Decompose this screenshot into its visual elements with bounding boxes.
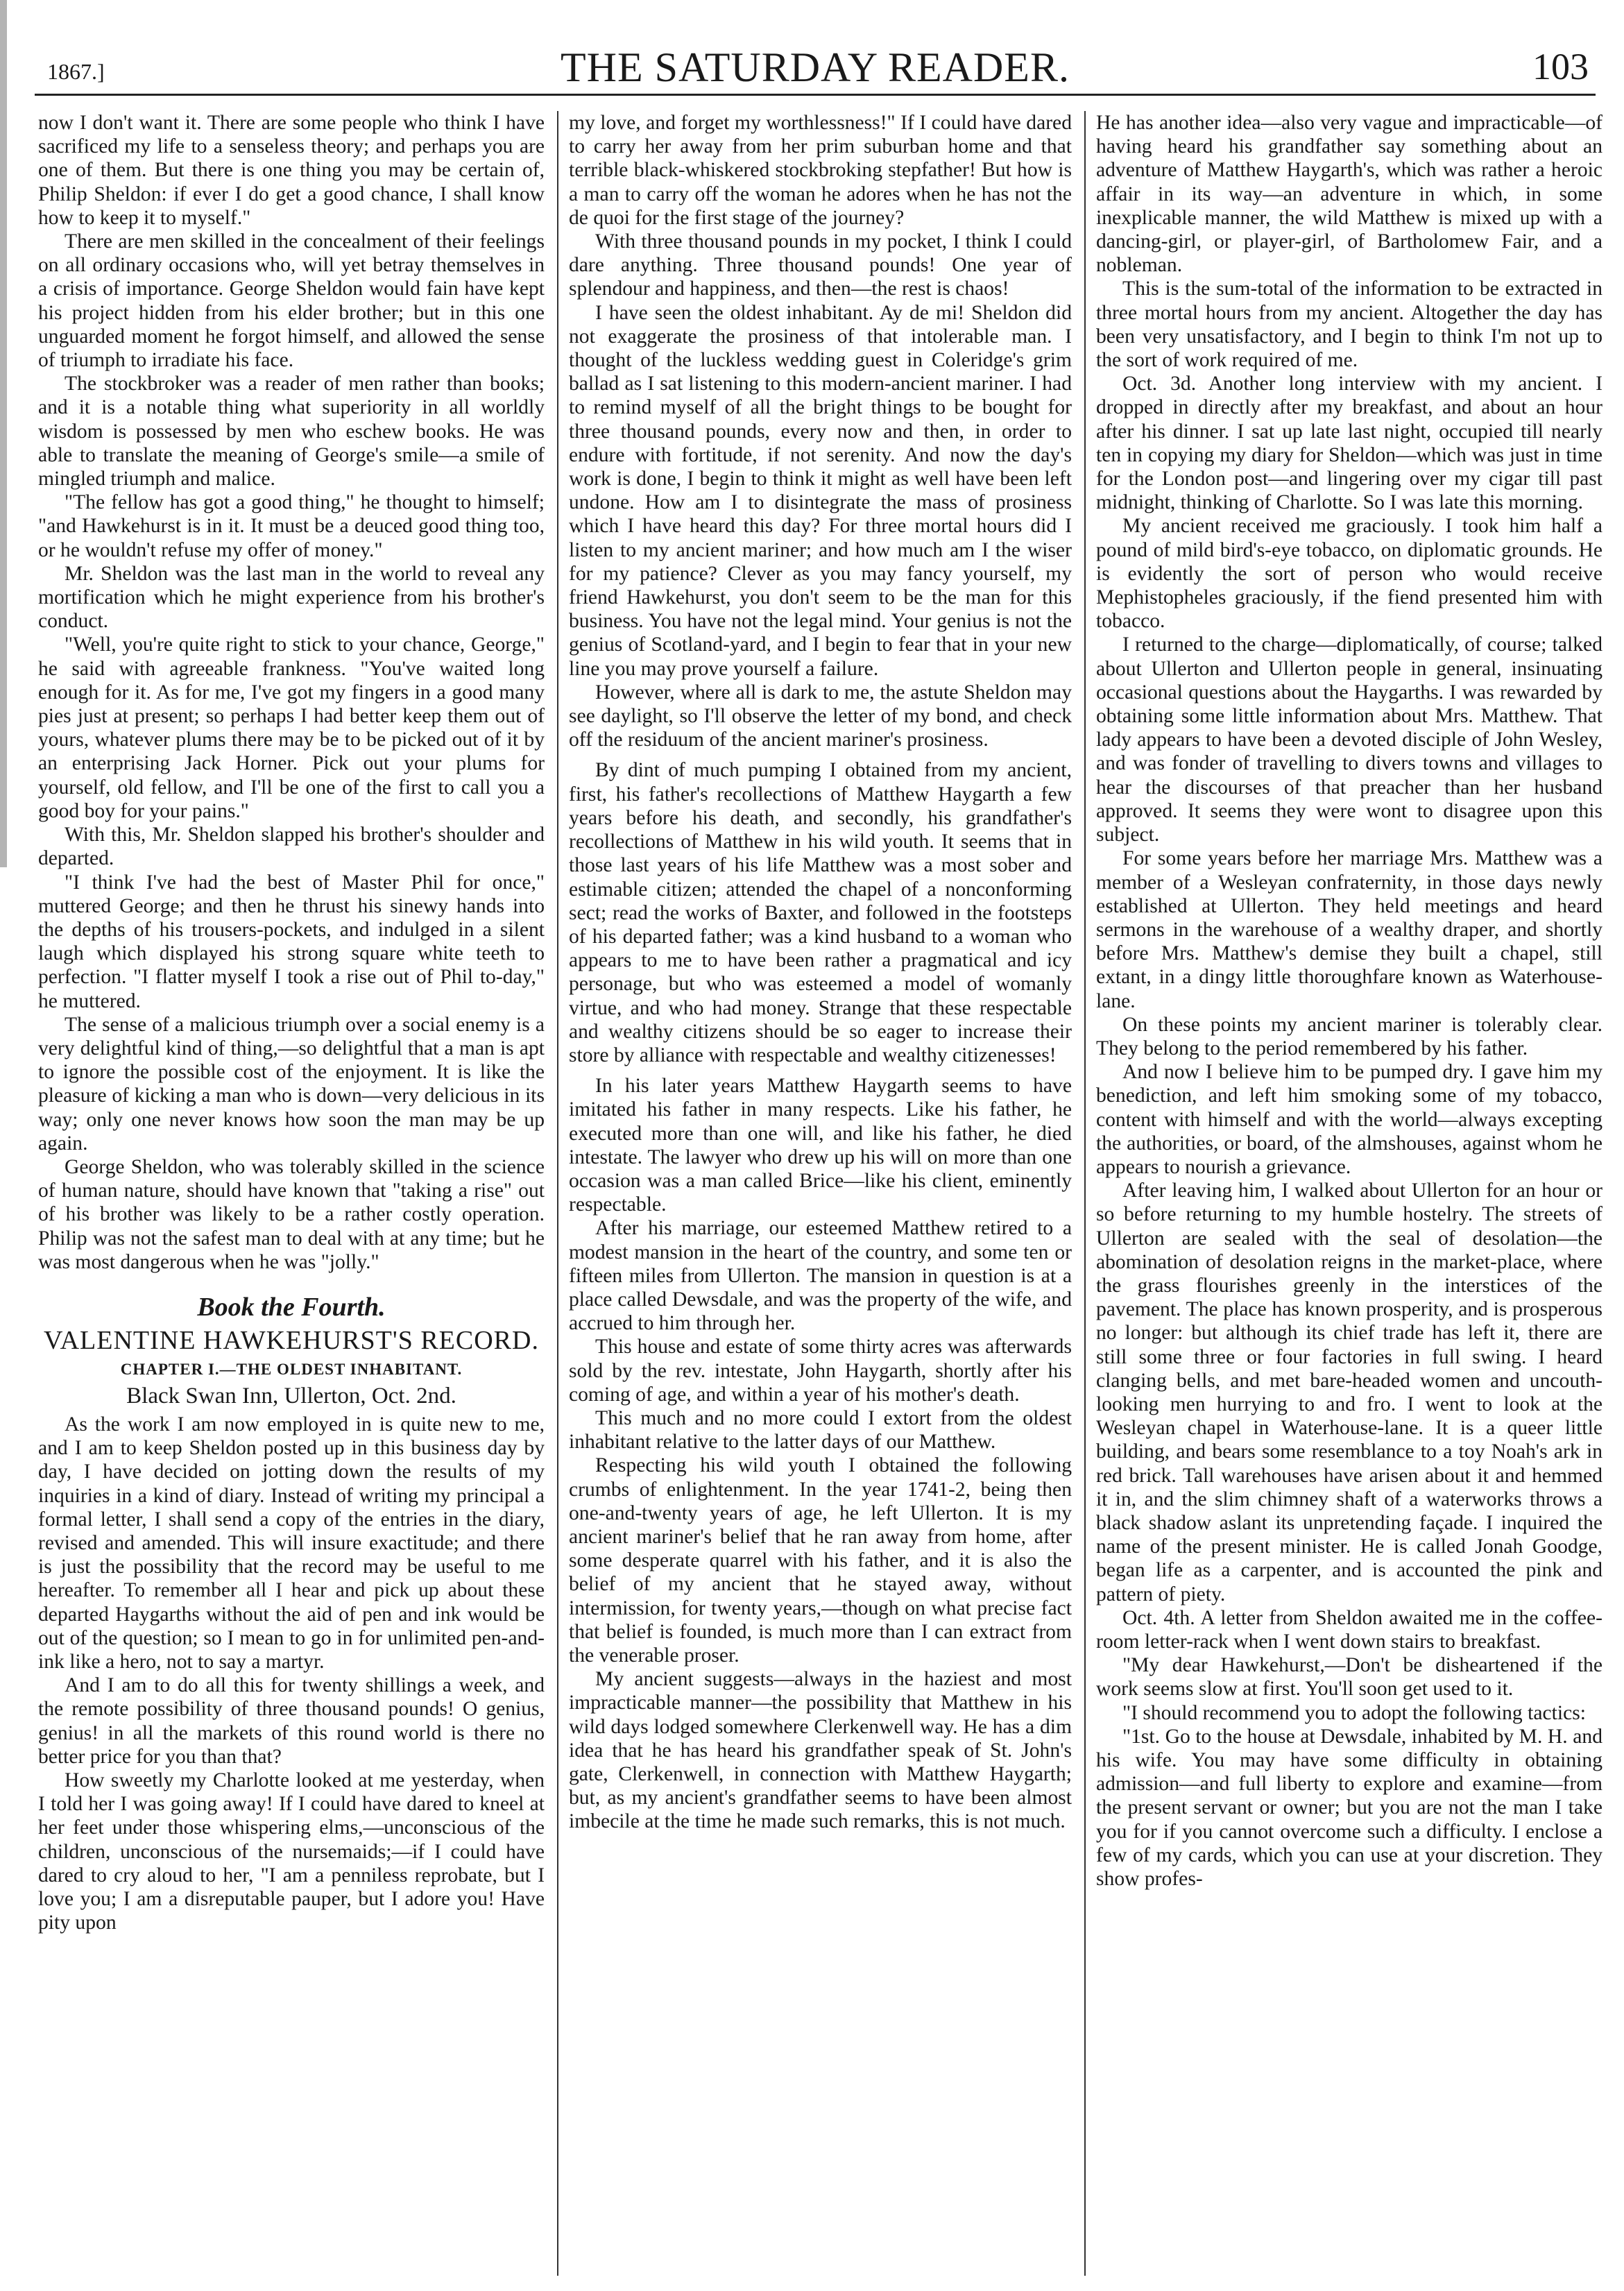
paragraph: How sweetly my Charlotte looked at me yesterday, when I told her I was going away! If I could have dared to kneel at her feet under those whispering elms,—unconscious of the children, unconscious of the nursemaids;—if I could have dared to cry aloud to her, "I am a penniless reprobate, but I love you; I am a disreputable pauper, but I adore you! Have pity upon xyxy=(38,1769,545,1934)
paragraph: My ancient received me graciously. I took him half a pound of mild bird's-eye tobacco, on diplomatic grounds. He is evidently the sort of person who would receive Mephistopheles graciously, if the fiend presented him with tobacco. xyxy=(1096,515,1602,633)
paragraph: "I should recommend you to adopt the following tactics: xyxy=(1122,1701,1586,1724)
paragraph: My ancient suggests—always in the haziest and most impracticable manner—the possibility that Matthew in his wild days lodged somewhere Clerkenwell way. He has a dim idea that he has heard his grandfather speak of St. John's gate, Clerkenwell, in connection with Matthew Haygarth; but, as my ancient's grandfather seems to have been almost imbecile at the time he made such remarks, this is not much. xyxy=(569,1668,1072,1833)
paragraph: The sense of a malicious triumph over a social enemy is a very delightful kind of thing,—so delightful that a man is apt to ignore the possible cost of the enjoyment. It is like the pleasure of kicking a man who is down—very delicious in its way; only one never knows how soon the man may be up again. xyxy=(38,1013,545,1155)
paragraph: After leaving him, I walked about Ullerton for an hour or so before returning to my humble hostelry. The streets of Ullerton are sealed with the seal of desolation—the abomination of desolation reigns in the market-place, where the grass flourishes greenly in the interstices of the pavement. The place has known prosperity, and is prosperous no longer: but although its chief trade has left it, there are still some three or four factories in full swing. I heard clanging bells, and met bare-headed women and uncouth-looking men hurrying to and fro. I went to look at the Wesleyan chapel in Waterhouse-lane. It is a queer little building, and bears some resemblance to a toy Noah's ark in red brick. Tall warehouses have arisen about it and hemmed it in, and the slim chimney shaft of a waterworks throws a black shadow aslant its unpretending façade. I inquired the name of the present minister. He is called Jonah Goodge, began life as a carpenter, and is accounted the pink and pattern of piety. xyxy=(1096,1179,1602,1606)
paragraph: With this, Mr. Sheldon slapped his brother's shoulder and departed. xyxy=(38,824,545,870)
book-heading: Book the Fourth. xyxy=(197,1292,386,1322)
paragraph: "Well, you're quite right to stick to your chance, George," he said with agreeable frankness. "You've waited long enough for it. As for me, I've got my fingers in a good many pies just at present; so perhaps I had better keep them out of yours, whatever plums there may be to be picked out of it by an enterprising Jack Horner. Pick out your plums for yourself, old fellow, and I'll be one of the first to call you a good boy for your pains." xyxy=(38,633,545,822)
paragraph: "1st. Go to the house at Dewsdale, inhabited by M. H. and his wife. You may have some difficulty in obtaining admission—and full liberty to explore and examine—from the present servant or owner; but you are not the man I take you for if you cannot overcome such a difficulty. I enclose a few of my cards, which you can use at your discretion. They show profes- xyxy=(1096,1725,1602,1891)
column-3 xyxy=(1096,111,1602,2269)
chapter-title: CHAPTER I.—THE OLDEST INHABITANT. xyxy=(120,1360,463,1378)
paragraph: my love, and forget my worthlessness!" If I could have dared to carry her away from her prim suburban home and that terrible black-whiskered stockbroking stepfather! But how is a man to carry off the woman he adores when he has not the de quoi for the first stage of the journey? xyxy=(569,112,1072,229)
paragraph: However, where all is dark to me, the astute Sheldon may see daylight, so I'll observe the letter of my bond, and check off the residuum of the ancient mariner's prosiness. xyxy=(569,681,1072,751)
paragraph: With three thousand pounds in my pocket, I think I could dare anything. Three thousand pounds! One year of splendour and happiness, and then—the rest is chaos! xyxy=(569,230,1072,300)
dateline: Black Swan Inn, Ullerton, Oct. 2nd. xyxy=(126,1383,456,1408)
paragraph: "I think I've had the best of Master Phil for once," muttered George; and then he thrust his sinewy hands into the depths of his trousers-pockets, and indulged in a silent laugh which displayed his strong square white teeth to perfection. "I flatter myself I took a rise out of Phil to-day," he muttered. xyxy=(38,871,545,1012)
paragraph: Respecting his wild youth I obtained the following crumbs of enlightenment. In the year 1741-2, being then one-and-twenty years of age, he left Ullerton. It is my ancient mariner's belief that he ran away from home, after some desperate quarrel with his father, and it is also the belief of my ancient that he stayed away, without intermission, for twenty years,—though on what precise fact that belief is founded, is much more than I can extract from the venerable proser. xyxy=(569,1454,1072,1667)
paragraph: There are men skilled in the concealment of their feelings on all ordinary occasions who, will yet betray themselves in a crisis of importance. George Sheldon would fain have kept his project hidden from his elder brother; but in this one unguarded moment he forgot himself, and allowed the sense of triumph to irradiate his face. xyxy=(38,230,545,372)
spacer xyxy=(569,751,1072,758)
paragraph: In his later years Matthew Haygarth seems to have imitated his father in many respects. Like his father, he executed more than one will, and like his father, he died intestate. The lawyer who drew up his will on more than one occasion was a man called Brice—like his client, eminently respectable. xyxy=(569,1075,1072,1216)
paragraph: The stockbroker was a reader of men rather than books; and it is a notable thing what superiority in all worldly wisdom is possessed by men who eschew books. He was able to translate the meaning of George's smile—a smile of mingled triumph and malice. xyxy=(38,373,545,491)
paragraph: On these points my ancient mariner is tolerably clear. They belong to the period remembered by his father. xyxy=(1096,1013,1602,1059)
paragraph: George Sheldon, who was tolerably skilled in the science of human nature, should have known that "taking a rise" out of his brother was likely to be a rather costly operation. Philip was not the safest man to deal with at any time; but he was most dangerous when he was "jolly." xyxy=(38,1155,545,1273)
paragraph: By dint of much pumping I obtained from my ancient, first, his father's recollections of Matthew Haygarth a few years before his death, and secondly, his grandfather's recollections of Matthew in his wild youth. It seems that in those last years of his life Matthew was a most sober and estimable citizen; attended the chapel of a nonconforming sect; read the works of Baxter, and followed in the footsteps of his departed father; was a kind husband to a woman who appears to me to have been rather a pragmatical and icy personage, but who was esteemed a model of womanly virtue, and who had money. Strange that these respectable and wealthy citizens should be so eager to increase their store by alliance with respectable and wealthy citizenesses! xyxy=(569,759,1072,1066)
paragraph: As the work I am now employed in is quite new to me, and I am to keep Sheldon posted up in this business day by day, I have decided on jotting down the results of my inquiries in a kind of diary. Instead of writing my principal a formal letter, I shall send a copy of the entries in the diary, revised and amended. This will insure exactitude; and there is just the possibility that the record may be useful to me hereafter. To remember all I hear and pick up about these departed Haygarths without the aid of pen and ink would be out of the question; so I mean to go in for unlimited pen-and-ink like a hero, not to say a martyr. xyxy=(38,1413,545,1673)
paragraph: This is the sum-total of the information to be extracted in three mortal hours from my ancient. Altogether the day has been very unsatisfactory, and I begin to think I'm not up to the sort of work required of me. xyxy=(1096,278,1602,372)
paragraph: Mr. Sheldon was the last man in the world to reveal any mortification which he might experience from his brother's conduct. xyxy=(38,562,545,633)
paragraph: This house and estate of some thirty acres was afterwards sold by the rev. intestate, John Haygarth, shortly after his coming of age, and within a year of his mother's death. xyxy=(569,1336,1072,1406)
column-rule xyxy=(1084,111,1086,2276)
header-year: 1867.] xyxy=(47,59,105,84)
paragraph: Oct. 4th. A letter from Sheldon awaited me in the coffee-room letter-rack when I went down stairs to breakfast. xyxy=(1096,1606,1602,1653)
paragraph: I returned to the charge—diplomatically, of course; talked about Ullerton and Ullerton people in general, insinuating occasional questions about the Haygarths. I was rewarded by obtaining some little information about Mrs. Matthew. That lady appears to have been a devoted disciple of John Wesley, and was fonder of travelling to divers towns and villages to hear the discourses of that preacher than her husband approved. It seems they were wont to disagree upon this subject. xyxy=(1096,633,1602,846)
paragraph: This much and no more could I extort from the oldest inhabitant relative to the latter days of our Matthew. xyxy=(569,1406,1072,1454)
paragraph: After his marriage, our esteemed Matthew retired to a modest mansion in the heart of the country, and some ten or fifteen miles from Ullerton. The mansion in question is at a place called Dewsdale, and was the property of the wife, and accrued to him through her. xyxy=(569,1217,1072,1335)
paragraph: "The fellow has got a good thing," he thought to himself; "and Hawkehurst is in it. It must be a deuced good thing too, or he wouldn't refuse my offer of money." xyxy=(38,491,545,561)
column-2 xyxy=(569,111,1072,2269)
record-title: VALENTINE HAWKEHURST'S RECORD. xyxy=(44,1325,539,1355)
page-number: 103 xyxy=(1532,46,1589,87)
page-edge-shadow xyxy=(0,0,7,867)
paragraph: For some years before her marriage Mrs. Matthew was a member of a Wesleyan confraternity, in those days newly established at Ullerton. They held meetings and heard sermons in the warehouse of a wealthy draper, and shortly before Mrs. Matthew's demise they built a chapel, still extant, in a dingy little thoroughfare known as Waterhouse-lane. xyxy=(1096,847,1602,1012)
publication-title: THE SATURDAY READER. xyxy=(561,44,1070,90)
column-rule xyxy=(557,111,558,2276)
paragraph: Oct. 3d. Another long interview with my ancient. I dropped in directly after my breakfast, and about an hour after his dinner. I sat up late last night, occupied till nearly ten in copying my diary for Sheldon—which was just in time for the London post—and lingering over my cigar till past midnight, thinking of Charlotte. So I was late this morning. xyxy=(1096,373,1602,514)
paragraph: And now I believe him to be pumped dry. I gave him my benediction, and left him smoking some of my tobacco, content with himself and with the world—always excepting the authorities, or board, of the almshouses, against whom he appears to nourish a grievance. xyxy=(1096,1061,1602,1178)
paragraph: now I don't want it. There are some people who think I have sacrificed my life to a senseless theory; and perhaps you are one of them. But there is one thing you may be certain of, Philip Sheldon: if ever I do get a good chance, I shall know how to keep it to myself." xyxy=(38,112,545,229)
paragraph: And I am to do all this for twenty shillings a week, and the remote possibility of three thousand pounds! O genius, genius! in all the markets of this round world is there no better price for you than that? xyxy=(38,1674,545,1768)
paragraph: I have seen the oldest inhabitant. Ay de mi! Sheldon did not exaggerate the prosiness of that intolerable man. I thought of the luckless wedding guest in Coleridge's grim ballad as I sat listening to this modern-ancient mariner. I had to remind myself of all the bright things to be bought for three thousand pounds, every now and then, in order to endure with fortitude, if not serenity. And now the day's work is done, I begin to think it might as well have been left undone. How am I to disintegrate the mass of prosiness which I have heard this day? For three mortal hours did I listen to my ancient mariner; and how much am I the wiser for my patience? Clever as you may fancy yourself, my friend Hawkehurst, you don't seem to be the man for this business. You have not the legal mind. Your genius is not the genius of Scotland-yard, and I begin to fear that in your new line you may prove yourself a failure. xyxy=(569,301,1072,680)
paragraph: "My dear Hawkehurst,—Don't be disheartened if the work seems slow at first. You'll soon get used to it. xyxy=(1096,1654,1602,1701)
page-header xyxy=(35,38,1596,96)
spacer xyxy=(569,1067,1072,1074)
column-1 xyxy=(38,111,545,2269)
paragraph: He has another idea—also very vague and impracticable—of having heard his grandfather say something about an adventure of Matthew Haygarth's, which was rather a heroic affair in its way—an adventure in which, in some inexplicable manner, the wild Matthew is mixed up with a dancing-girl, or player-girl, of Bartholomew Fair, and a nobleman. xyxy=(1096,112,1602,277)
